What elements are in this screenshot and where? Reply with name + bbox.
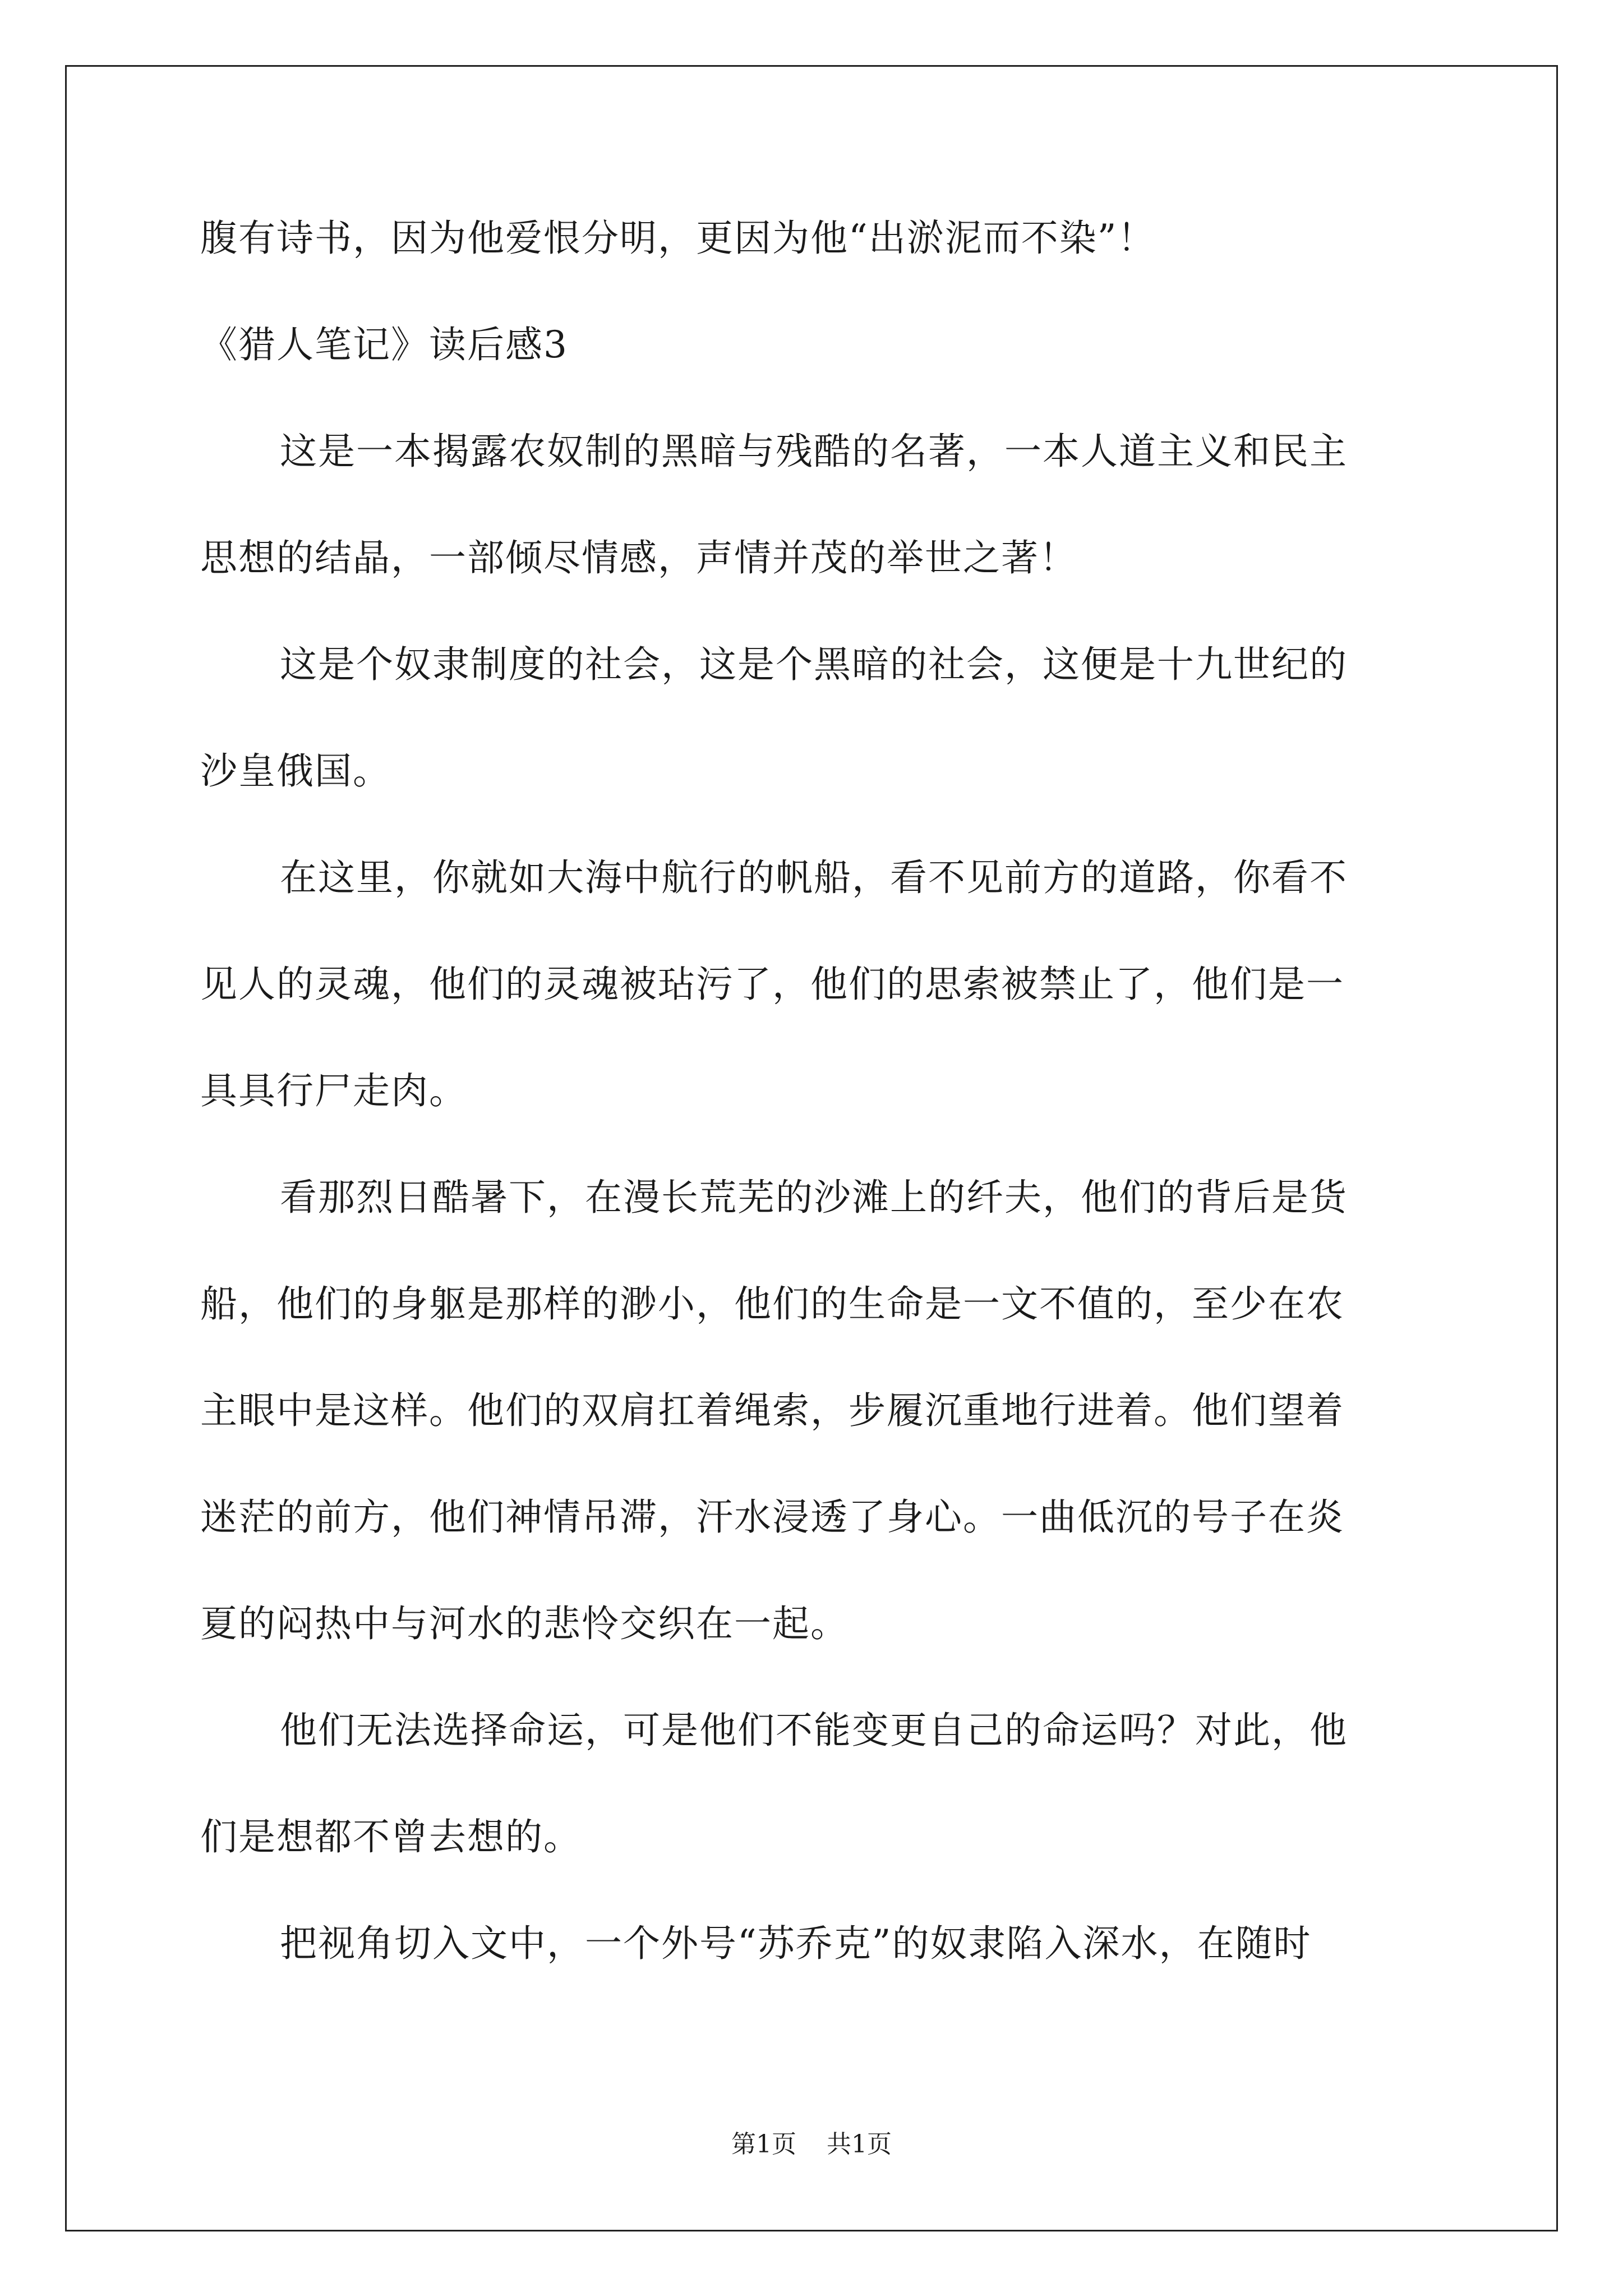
text-line: 思想的结晶，一部倾尽情感，声情并茂的举世之著！ [200, 536, 1077, 579]
text-line: 他们无法选择命运，可是他们不能变更自己的命运吗？对此，他 [280, 1709, 1348, 1752]
text-line: 见人的灵魂，他们的灵魂被玷污了，他们的思索被禁止了，他们是一 [200, 963, 1344, 1006]
text-line: 迷茫的前方，他们神情吊滞，汗水浸透了身心。一曲低沉的号子在炎 [200, 1496, 1344, 1539]
text-line: 看那烈日酷暑下，在漫长荒芜的沙滩上的纤夫，他们的背后是货 [280, 1176, 1348, 1219]
text-line: 这是个奴隶制度的社会，这是个黑暗的社会，这便是十九世纪的 [280, 643, 1348, 686]
text-line: 船，他们的身躯是那样的渺小，他们的生命是一文不值的，至少在农 [200, 1282, 1344, 1326]
page-total: 共1页 [827, 2130, 892, 2159]
document-body [200, 210, 1434, 2022]
text-line: 把视角切入文中，一个外号“苏乔克”的奴隶陷入深水，在随时 [280, 1922, 1312, 1965]
page-footer [0, 2131, 1623, 2159]
text-line: 主眼中是这样。他们的双肩扛着绳索，步履沉重地行进着。他们望着 [200, 1389, 1344, 1432]
section-title: 《猎人笔记》读后感3 [200, 323, 568, 366]
text-line: 沙皇俄国。 [200, 749, 391, 793]
text-line: 这是一本揭露农奴制的黑暗与残酷的名著，一本人道主义和民主 [280, 430, 1348, 473]
text-line: 在这里，你就如大海中航行的帆船，看不见前方的道路，你看不 [280, 856, 1348, 899]
page-number: 第1页 [731, 2130, 796, 2159]
text-line: 夏的闷热中与河水的悲怜交织在一起。 [200, 1602, 849, 1645]
text-line: 腹有诗书，因为他爱恨分明，更因为他“出淤泥而不染”！ [200, 217, 1156, 260]
text-line: 具具行尸走肉。 [200, 1069, 467, 1112]
text-line: 们是想都不曾去想的。 [200, 1815, 582, 1858]
